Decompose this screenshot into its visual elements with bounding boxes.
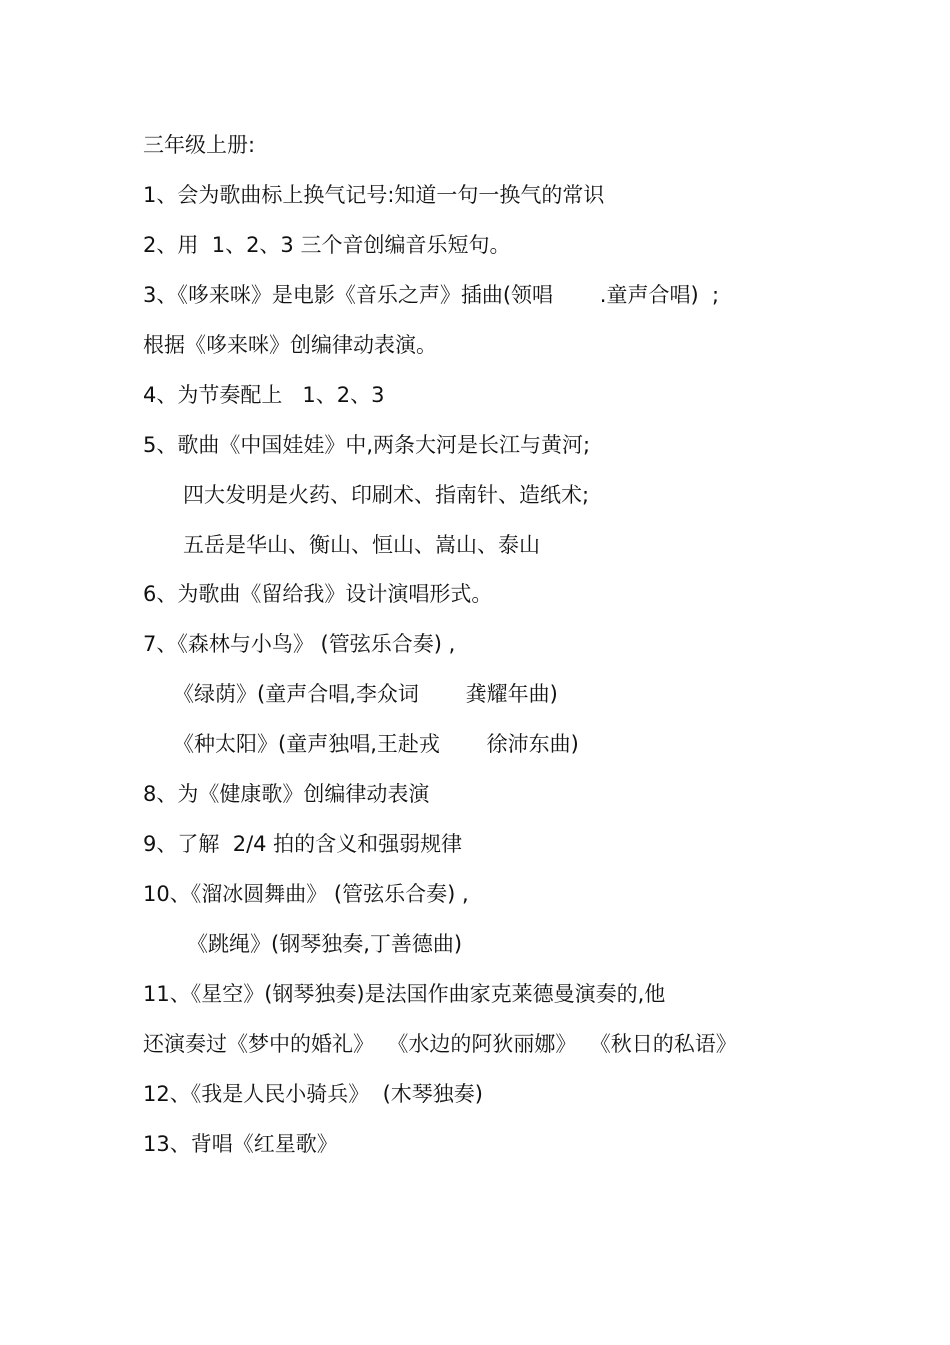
list-item-7: 7、《森林与小鸟》 (管弦乐合奏) , [143, 632, 456, 656]
document-title: 三年级上册: [143, 133, 256, 157]
list-item-11-continued: 还演奏过《梦中的婚礼》 《水边的阿狄丽娜》 《秋日的私语》 [143, 1032, 737, 1056]
list-item-3: 3、《哆来咪》是电影《音乐之声》插曲(领唱 .童声合唱) ; [143, 283, 720, 307]
list-item-13: 13、背唱《红星歌》 [143, 1132, 338, 1156]
list-item-4: 4、为节奏配上 1、2、3 [143, 383, 385, 407]
list-item-5-sub-2: 五岳是华山、衡山、恒山、嵩山、泰山 [183, 533, 540, 557]
list-item-9: 9、了解 2/4 拍的含义和强弱规律 [143, 832, 463, 856]
list-item-7-sub-1: 《绿荫》(童声合唱,李众词 龚耀年曲) [173, 682, 558, 706]
list-item-10-sub-1: 《跳绳》(钢琴独奏,丁善德曲) [187, 932, 463, 956]
list-item-5: 5、歌曲《中国娃娃》中,两条大河是长江与黄河; [143, 433, 591, 457]
list-item-8: 8、为《健康歌》创编律动表演 [143, 782, 430, 806]
list-item-12: 12、《我是人民小骑兵》 (木琴独奏) [143, 1082, 483, 1106]
list-item-10: 10、《溜冰圆舞曲》 (管弦乐合奏) , [143, 882, 469, 906]
list-item-11: 11、《星空》(钢琴独奏)是法国作曲家克莱德曼演奏的,他 [143, 982, 666, 1006]
list-item-2: 2、用 1、2、3 三个音创编音乐短句。 [143, 233, 511, 257]
list-item-1: 1、会为歌曲标上换气记号:知道一句一换气的常识 [143, 183, 605, 207]
list-item-6: 6、为歌曲《留给我》设计演唱形式。 [143, 582, 493, 606]
list-item-7-sub-2: 《种太阳》(童声独唱,王赴戎 徐沛东曲) [173, 732, 579, 756]
list-item-3-continued: 根据《哆来咪》创编律动表演。 [143, 333, 437, 357]
list-item-5-sub-1: 四大发明是火药、印刷术、指南针、造纸术; [183, 483, 590, 507]
